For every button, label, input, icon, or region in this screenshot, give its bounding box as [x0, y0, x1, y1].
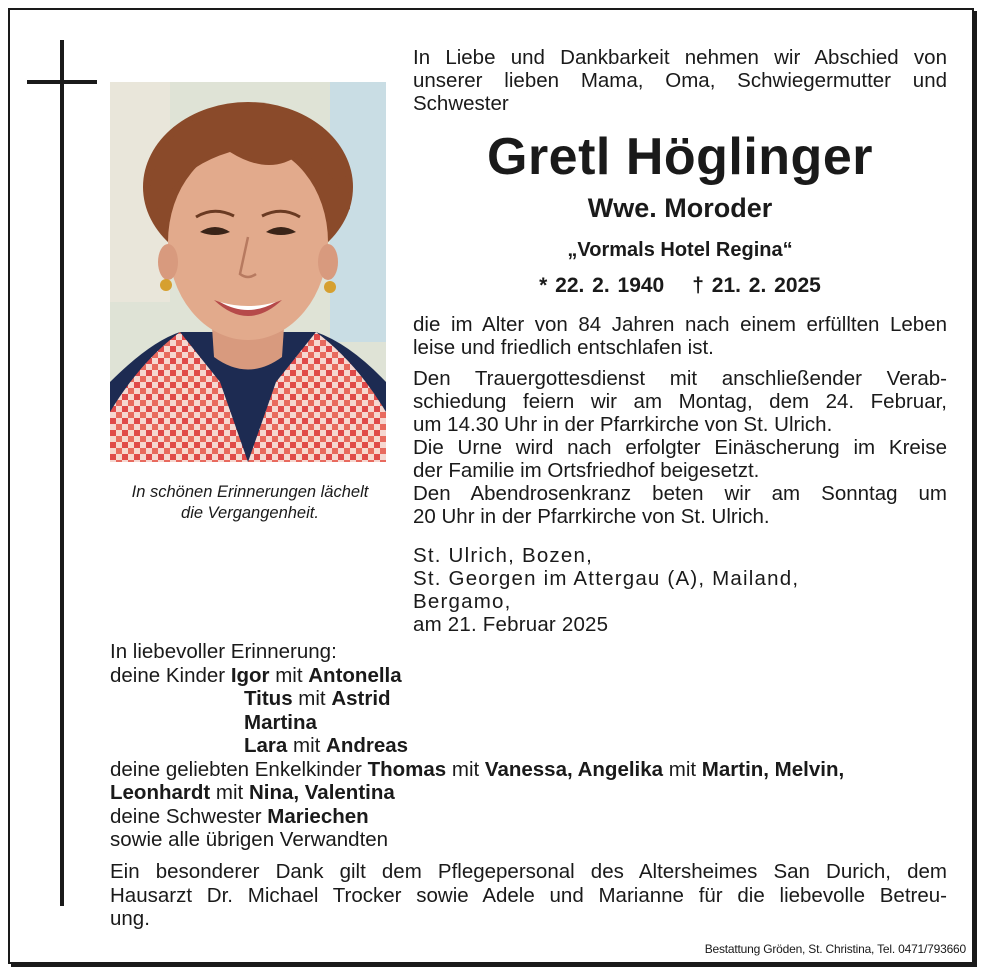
children-row: [110, 664, 844, 688]
grandchildren-part: mit: [446, 757, 485, 781]
family-heading: In liebevoller Erinnerung:: [110, 640, 337, 663]
intro-text: [413, 46, 947, 115]
age-text: [413, 313, 947, 359]
death-date: † 21. 2. 2025: [692, 274, 821, 297]
grandchildren-part: Nina, Valentina: [248, 781, 395, 804]
age-line: die im Alter von 84 Jahren nach einem erfüllten Leben: [413, 313, 947, 336]
service-line: Den Trauergottesdienst mit anschließender Verab-: [413, 367, 947, 390]
place-line: St. Georgen im Attergau (A), Mailand,: [413, 567, 800, 590]
service-line: um 14.30 Uhr in der Pfarrkirche von St. Ulrich.: [413, 413, 833, 436]
formerly-note: „Vormals Hotel Regina“: [567, 239, 793, 261]
deceased-name: Gretl Höglinger: [487, 128, 873, 186]
place-date: am 21. Februar 2025: [413, 613, 609, 636]
sister-name: Mariechen: [267, 804, 369, 828]
child-name: Martina: [244, 710, 317, 734]
with-word: mit: [269, 663, 309, 687]
grandchildren-part: Thomas: [367, 757, 447, 781]
sister-row: [110, 805, 844, 829]
children-row: [110, 734, 844, 758]
grandchildren-part: mit: [663, 757, 702, 781]
service-line: Den Abendrosenkranz beten wir am Sonntag um: [413, 482, 947, 505]
thanks-text: [110, 860, 947, 931]
child-partner: Antonella: [308, 663, 402, 687]
place-and-date: [413, 544, 799, 636]
caption-line: In schönen Erinnerungen lächelt: [131, 483, 369, 501]
grandchildren-row: [110, 781, 844, 805]
caption-line: die Vergangenheit.: [181, 504, 319, 522]
grandchildren-label: deine geliebten Enkelkinder: [110, 757, 368, 781]
place-line: [413, 590, 799, 636]
funeral-home-footer: Bestattung Gröden, St. Christina, Tel. 0471/793660: [704, 942, 966, 956]
sister-label: deine Schwester: [110, 804, 268, 828]
intro-line: In Liebe und Dankbarkeit nehmen wir Abschied von: [413, 46, 947, 69]
life-dates: [413, 272, 947, 300]
children-row: [110, 711, 844, 735]
child-name: Igor: [230, 663, 270, 687]
place-line: St. Ulrich, Bozen,: [413, 544, 593, 567]
relatives-row: sowie alle übrigen Verwandten: [110, 828, 389, 851]
grandchildren-row: [110, 758, 844, 782]
children-label: deine Kinder: [110, 663, 231, 687]
birth-date: * 22. 2. 1940: [539, 274, 665, 297]
grandchildren-part: Vanessa, Angelika: [484, 757, 664, 781]
child-name: Lara: [244, 734, 288, 757]
with-word: mit: [287, 734, 327, 757]
portrait-photo: [110, 82, 386, 462]
child-partner: Astrid: [331, 687, 391, 710]
grandchildren-part: Martin, Melvin,: [701, 757, 845, 781]
cross-icon: [60, 40, 64, 906]
thanks-line: ung.: [110, 907, 150, 930]
age-line: leise und friedlich entschlafen ist.: [413, 336, 714, 359]
cross-icon-bar: [27, 80, 97, 84]
thanks-line: Hausarzt Dr. Michael Trocker sowie Adele und Marianne für die liebevolle Betreu-: [110, 883, 947, 907]
service-line: 20 Uhr in der Pfarrkirche von St. Ulrich.: [413, 505, 770, 528]
thanks-line: Ein besonderer Dank gilt dem Pflegepersonal des Altersheimes San Durich, dem: [110, 860, 947, 883]
child-partner: Andreas: [326, 734, 409, 757]
children-row: [110, 687, 844, 711]
photo-caption: [100, 482, 400, 524]
intro-line: Schwester: [413, 92, 509, 115]
grandchildren-part: Leonhardt: [110, 781, 211, 804]
place-city: Bergamo,: [413, 590, 512, 613]
intro-line: unserer lieben Mama, Oma, Schwiegermutter und: [413, 69, 947, 92]
service-line: schiedung feiern wir am Montag, dem 24. Februar,: [413, 390, 947, 413]
child-name: Titus: [244, 687, 293, 710]
widow-of: Wwe. Moroder: [587, 193, 773, 223]
family-list: [110, 640, 844, 852]
service-text: [413, 367, 947, 528]
portrait-illustration: [110, 82, 386, 462]
service-line: der Familie im Ortsfriedhof beigesetzt.: [413, 459, 760, 482]
with-word: mit: [292, 687, 332, 710]
grandchildren-part: mit: [210, 781, 249, 804]
service-line: Die Urne wird nach erfolgter Einäscherung im Kreise: [413, 436, 947, 459]
